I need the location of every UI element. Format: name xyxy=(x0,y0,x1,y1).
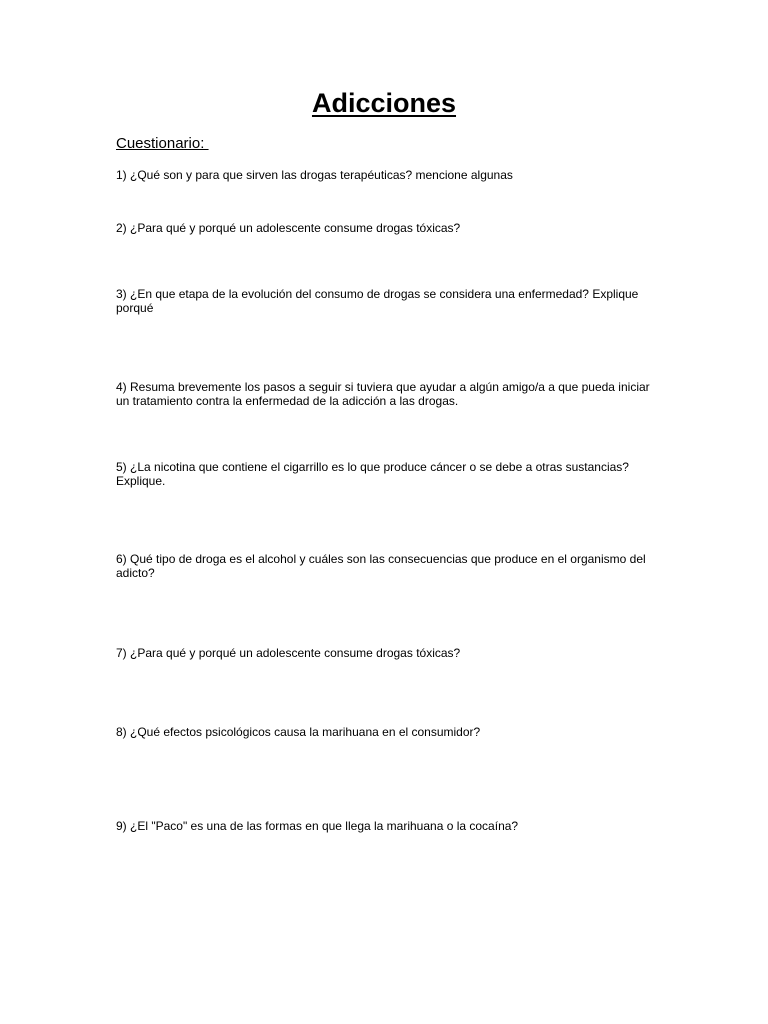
question-5: 5) ¿La nicotina que contiene el cigarrillo es lo que produce cáncer o se debe a otras sustancias? Explique. xyxy=(116,460,629,488)
questionnaire-heading: Cuestionario: xyxy=(116,135,209,152)
question-3: 3) ¿En que etapa de la evolución del consumo de drogas se considera una enfermedad? Explique porqué xyxy=(116,287,639,315)
question-9: 9) ¿El "Paco" es una de las formas en que llega la marihuana o la cocaína? xyxy=(116,819,519,833)
question-7: 7) ¿Para qué y porqué un adolescente consume drogas tóxicas? xyxy=(116,646,461,660)
question-4: 4) Resuma brevemente los pasos a seguir si tuviera que ayudar a algún amigo/a a que pueda iniciar un tratamiento contra la enfermedad de la adicción a las drogas. xyxy=(116,380,650,408)
question-2: 2) ¿Para qué y porqué un adolescente consume drogas tóxicas? xyxy=(116,221,461,235)
document-title: Adicciones xyxy=(311,88,457,118)
question-8: 8) ¿Qué efectos psicológicos causa la marihuana en el consumidor? xyxy=(116,725,481,739)
question-1: 1) ¿Qué son y para que sirven las drogas terapéuticas? mencione algunas xyxy=(116,168,513,182)
question-6: 6) Qué tipo de droga es el alcohol y cuáles son las consecuencias que produce en el organismo del adicto? xyxy=(116,552,646,580)
